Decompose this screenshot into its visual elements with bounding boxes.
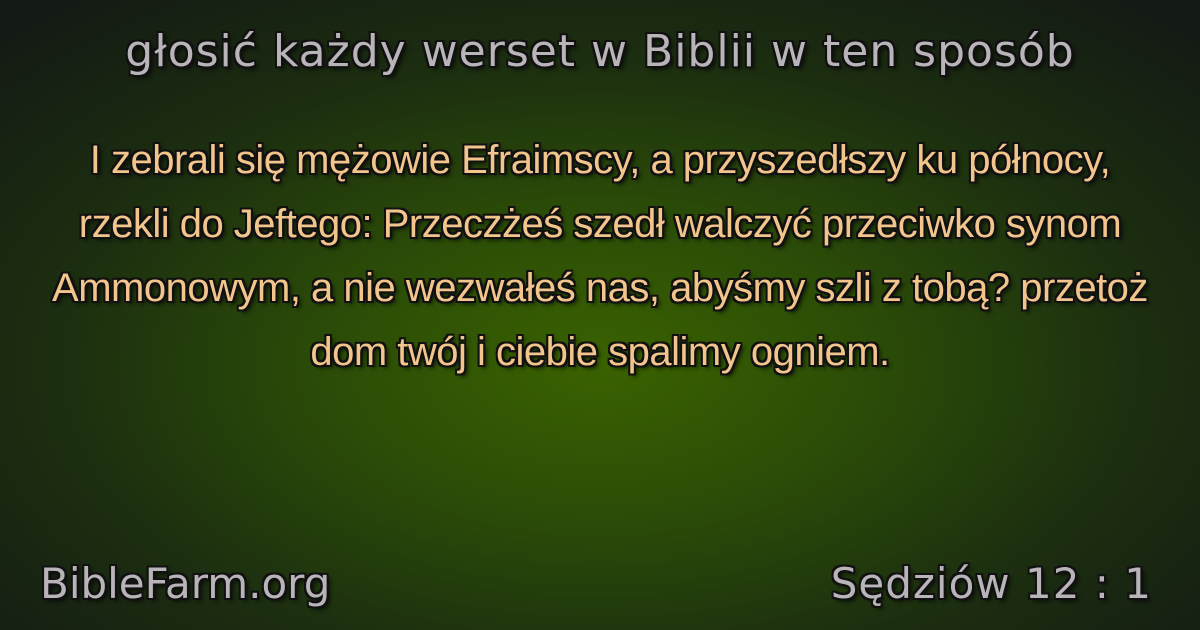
header-title: głosić każdy werset w Biblii w ten sposób (125, 26, 1075, 77)
verse-reference: Sędziów 12 : 1 (830, 559, 1152, 608)
site-name: BibleFarm.org (40, 559, 331, 608)
verse-text: I zebrali się mężowie Efraimscy, a przyszedłszy ku północy, rzekli do Jeftego: Przeczżeś szedł walczyć przeciwko synom Ammonowym, a nie wezwałeś nas, abyśmy szli z tobą? przetoż dom twój i ciebie spalimy ogniem. (52, 138, 1148, 374)
